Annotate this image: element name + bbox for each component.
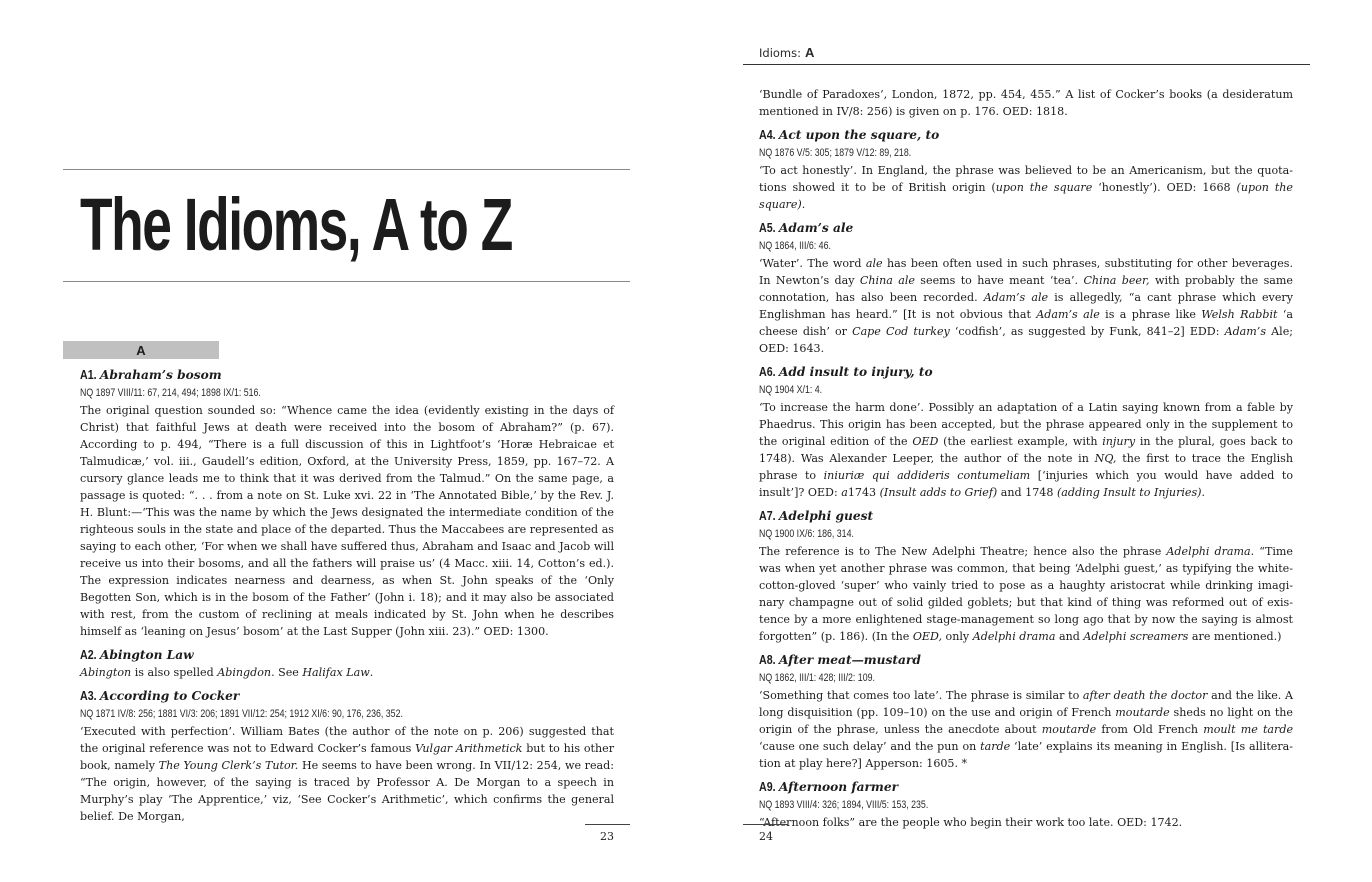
entry-number: A8.: [759, 652, 776, 667]
italic-text: moutarde: [1041, 723, 1097, 736]
italic-text: Welsh Rabbit: [1201, 308, 1278, 321]
text-run: The reference is to The New Adelphi Theatre; hence also the phrase: [759, 545, 1167, 558]
text-run: ‘late’ explains its meaning in English. [Is alliteration at play here?] Apperson: 1605. *: [759, 740, 1294, 770]
left-column: [80, 366, 614, 825]
text-run: sheds no light on the origin of the phrase, unless the anecdote about: [759, 706, 1293, 736]
continuation-text: [759, 86, 1293, 120]
italic-text: (upon the square).: [759, 181, 1293, 211]
entry-heading: [759, 219, 1293, 237]
entry-heading: [759, 507, 1293, 525]
entry-body: [759, 399, 1293, 501]
entry-heading: [80, 646, 614, 664]
text-run: is a phrase like: [1099, 308, 1202, 321]
text-run: ‘Bundle of Paradoxes’, London, 1872, pp. 454, 455.” A list of Cocker’s books (a desideratum mentioned in IV/8: 256) is given on p. 176. OED: 1818.: [759, 88, 1293, 118]
text-run: Ale; OED: 1643.: [759, 325, 1294, 355]
italic-text: ale: [865, 257, 883, 270]
text-run: 1743: [847, 486, 880, 499]
idiom-entry: [759, 126, 1293, 213]
text-run: and the like. A long disquisition (pp. 109–10) on the use and origin of French: [759, 689, 1293, 719]
entry-idiom: Act upon the square, to: [778, 128, 940, 142]
entry-number: A2.: [80, 647, 97, 662]
entry-idiom: Afternoon farmer: [778, 780, 899, 794]
text-run: ‘To increase the harm done’. Possibly an adaptation of a Latin saying known from a fable by Phaedrus. This origin has been accepted, but the phrase appeared only in the supplement to the original edition of the: [759, 401, 1293, 448]
entry-body: [759, 814, 1293, 831]
text-run: has been often used in such phrases, substituting for other beverages. In Newton’s day: [759, 257, 1293, 287]
italic-text: China beer,: [1083, 274, 1150, 287]
text-run: from Old French: [1096, 723, 1204, 736]
text-run: ‘codfish’, as suggested by Funk, 841–2] EDD:: [949, 325, 1225, 338]
running-head-letter: A: [805, 45, 815, 60]
text-run: the first to trace the English phrase to: [759, 452, 1293, 482]
italic-text: OED,: [912, 630, 943, 643]
text-run: . “Time was when yet another phrase was common, that being ‘Adelphi guest,’ as typifying the white-cotton-gloved ‘super’ who vainly tried to pose as a haughty aristocrat while drinking imaginary champagne out of solid gilded goblets; but that kind of thing was reformed out of existence by a more enlightened stage-management so long ago that by now the saying is almost forgotten” (p. 186). (In the: [759, 545, 1293, 643]
text-run: is allegedly, “a cant phrase which every Englishman has heard.” [It is not obvious that: [759, 291, 1293, 321]
text-run: ‘honestly’). OED: 1668: [1092, 181, 1237, 194]
chapter-title: The Idioms, A to Z: [80, 183, 512, 266]
running-head-rule: [743, 64, 1310, 65]
italic-text: Adelphi screamers: [1083, 630, 1189, 643]
idiom-entry: [80, 646, 614, 681]
entry-idiom: According to Cocker: [99, 689, 240, 703]
entry-body: [80, 723, 614, 825]
entry-reference: NQ 1904 X/1: 4.: [759, 384, 823, 396]
entry-number: A5.: [759, 220, 776, 235]
entry-heading: [80, 366, 614, 384]
italic-text: moult me tarde: [1203, 723, 1294, 736]
entry-reference: NQ 1897 VIII/11: 67, 214, 494; 1898 IX/1: 516.: [80, 387, 261, 399]
italic-text: Abington: [80, 666, 132, 679]
text-run: ‘Water’. The word: [759, 257, 866, 270]
running-head-label: Idioms:: [759, 46, 801, 60]
entry-number: A6.: [759, 364, 776, 379]
italic-text: Abingdon: [217, 666, 272, 679]
italic-text: Adam’s: [1224, 325, 1267, 338]
idiom-entry: [759, 219, 1293, 357]
entry-idiom: Abington Law: [99, 648, 194, 662]
text-run: seems to have meant ‘tea’.: [914, 274, 1084, 287]
entry-number: A9.: [759, 779, 776, 794]
idiom-entry: [80, 366, 614, 640]
italic-text: injury: [1102, 435, 1136, 448]
idiom-entry: [759, 363, 1293, 501]
entry-reference: NQ 1900 IX/6: 186, 314.: [759, 528, 854, 540]
entry-idiom: Add insult to injury, to: [778, 365, 933, 379]
text-run: . See: [271, 666, 303, 679]
running-head: [759, 45, 814, 60]
text-run: He seems to have been wrong. In VII/12: 254, we read: “The origin, however, of the saying is traced by Professor A. De Morgan to a speech in Murphy’s play ‘The Apprentice,’ viz, ‘See Cocker’s Arithmetic’, which confirms the general belief. De Morgan,: [80, 759, 615, 823]
entry-heading: [759, 651, 1293, 669]
folio-rule: [743, 824, 788, 825]
text-run: ‘cause one such delay’ and the pun on: [759, 740, 981, 753]
entry-body: [80, 402, 614, 640]
entry-body: [759, 162, 1293, 213]
text-run: [‘injuries which you would have added to insult’]? OED:: [759, 469, 1293, 499]
text-run: with probably the same connotation, has also been recorded.: [759, 274, 1293, 304]
italic-text: NQ,: [1094, 452, 1117, 465]
italic-text: China ale: [859, 274, 915, 287]
text-run: (the earliest example, with: [938, 435, 1103, 448]
italic-text: Vulgar Arithmetick: [415, 742, 523, 755]
text-run: ‘a cheese dish’ or: [759, 308, 1293, 338]
italic-text: Adelphi drama: [1166, 545, 1251, 558]
entry-reference: NQ 1864, III/6: 46.: [759, 240, 831, 252]
italic-text: upon the square: [995, 181, 1093, 194]
entry-number: A1.: [80, 367, 97, 382]
italic-text: Adelphi drama: [972, 630, 1056, 643]
entry-idiom: Adam’s ale: [778, 221, 854, 235]
title-bottom-rule: [63, 281, 630, 282]
right-column: [759, 86, 1293, 831]
entry-heading: [759, 126, 1293, 144]
page-number: 24: [759, 830, 773, 843]
text-run: only: [942, 630, 973, 643]
italic-text: (adding Insult to Injuries).: [1056, 486, 1206, 499]
italic-text: The Young Clerk’s Tutor.: [158, 759, 299, 772]
text-run: “Afternoon folks” are the people who begin their work too late. OED: 1742.: [759, 816, 1183, 829]
italic-text: Halifax Law: [302, 666, 370, 679]
entry-body: [80, 664, 614, 681]
italic-text: Adam’s ale: [1036, 308, 1100, 321]
entry-reference: NQ 1876 V/5: 305; 1879 V/12: 89, 218.: [759, 147, 912, 159]
entry-number: A4.: [759, 127, 776, 142]
text-run: in the plural, goes back to 1748). Was Alexander Leeper, the author of the note in: [759, 435, 1293, 465]
idiom-entry: [80, 687, 614, 825]
entry-body: [759, 255, 1293, 357]
section-letter: A: [136, 343, 146, 358]
entry-idiom: After meat—mustard: [778, 653, 921, 667]
italic-text: Adam’s ale: [983, 291, 1049, 304]
entry-reference: NQ 1862, III/1: 428; III/2: 109.: [759, 672, 875, 684]
entry-reference: NQ 1871 IV/8: 256; 1881 VI/3: 206; 1891 VII/12: 254; 1912 XI/6: 90, 176, 236, 352.: [80, 708, 403, 720]
idiom-entry: [759, 778, 1293, 831]
idiom-entry: [759, 507, 1293, 645]
text-run: ‘Something that comes too late’. The phrase is similar to: [759, 689, 1083, 702]
page-number: 23: [600, 830, 614, 843]
text-run: .: [369, 666, 374, 679]
text-run: and: [1055, 630, 1084, 643]
entry-heading: [759, 363, 1293, 381]
italic-text: (Insult adds to Grief): [879, 486, 998, 499]
text-run: ‘To act honestly’. In England, the phrase was believed to be an Americanism, but the quotations showed it to be of British origin (: [759, 164, 1293, 194]
italic-text: Cape Cod turkey: [852, 325, 950, 338]
entry-body: [759, 687, 1293, 772]
text-run: The original question sounded so: “Whence came the idea (evidently existing in the days of Christ) that faithful Jews at death were received into the bosom of Abraham?” (p. 67). According to p. 494, “There is a full discussion of this in Lightfoot’s ‘Horæ Hebraicae et Talmudicæ,’ vol. iii., Gaudell’s edition, Oxford, at the University Press, 1859, pp. 167–72. A cursory glance leads me to think that it was derived from the Talmud.” On the same page, a passage is quoted: “. . . from a note on St. Luke xvi. 22 in ‘The Annotated Bible,’ by the Rev. J. H. Blunt:—‘This was the name by which the Jews designated the intermediate condition of the righteous souls in the state and place of the departed. Thus the Maccabees are represented as saying to each other, ‘For when we shall have suffered thus, Abraham and Isaac and Jacob will receive us into their bosoms, and all the fathers will praise us’ (4 Macc. xiii. 14, Cotton’s ed.). The expression indicates nearness and dearness, as when St. John speaks of the ‘Only Begotten Son, which is in the bosom of the Father’ (John i. 18); and it may also be associated with rest, from the custom of reclining at meals indicated by St. John when he describes himself as ‘leaning on Jesus’ bosom’ at the Last Supper (John xiii. 23).” OED: 1300.: [80, 404, 614, 638]
idiom-entry: [759, 651, 1293, 772]
entry-body: [759, 543, 1293, 645]
entry-number: A7.: [759, 508, 776, 523]
text-run: but to his other book, namely: [80, 742, 614, 772]
entry-heading: [80, 687, 614, 705]
entry-number: A3.: [80, 688, 97, 703]
text-run: is also spelled: [131, 666, 218, 679]
section-letter-bar: [63, 341, 219, 359]
folio-rule: [585, 824, 630, 825]
italic-text: a: [841, 486, 848, 499]
italic-text: moutarde: [1115, 706, 1170, 719]
italic-text: after death the doctor: [1082, 689, 1208, 702]
entry-heading: [759, 778, 1293, 796]
italic-text: OED: [912, 435, 939, 448]
entry-reference: NQ 1893 VIII/4: 326; 1894, VIII/5: 153, 235.: [759, 799, 929, 811]
entry-idiom: Abraham’s bosom: [99, 368, 222, 382]
text-run: are mentioned.): [1188, 630, 1282, 643]
title-top-rule: [63, 169, 630, 170]
text-run: and 1748: [997, 486, 1057, 499]
italic-text: iniuriæ qui addideris contumeliam: [823, 469, 1031, 482]
text-run: ‘Executed with perfection’. William Bates (the author of the note on p. 206) suggested that the original reference was not to Edward Cocker’s famous: [80, 725, 614, 755]
entry-idiom: Adelphi guest: [778, 509, 874, 523]
italic-text: tarde: [980, 740, 1011, 753]
